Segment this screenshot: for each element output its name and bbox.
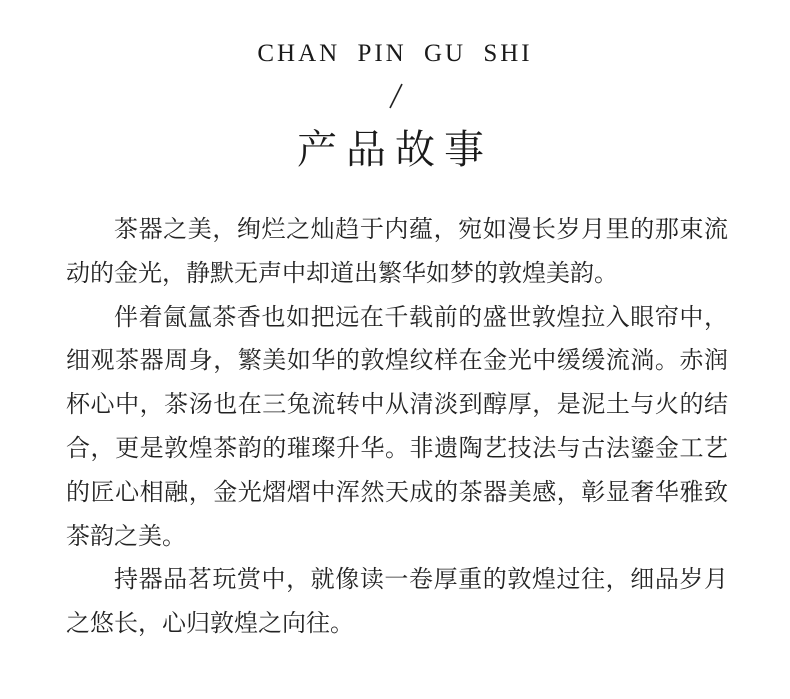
section-pinyin-heading: CHAN PIN GU SHI (257, 40, 533, 67)
story-paragraph-3: 持器品茗玩赏中，就像读一卷厚重的敦煌过往，细品岁月之悠长，心归敦煌之向往。 (66, 565, 728, 638)
story-body (66, 208, 728, 646)
story-paragraph-1: 茶器之美，绚烂之灿趋于内蕴，宛如漫长岁月里的那束流动的金光，静默无声中却道出繁华如梦的敦煌美韵。 (66, 215, 728, 287)
story-paragraph-2: 伴着氤氲茶香也如把远在千载前的盛世敦煌拉入眼帘中，细观茶器周身，繁美如华的敦煌纹样在金光中缓缓流淌。赤润杯心中，茶汤也在三兔流转中从清淡到醇厚，是泥土与火的结合，更是敦煌茶韵的璀璨升华。非遗陶艺技法与古法鎏金工艺的匠心相融，金光熠熠中浑然天成的茶器美感，彰显奢华雅致茶韵之美。 (66, 302, 728, 550)
page-title: 产品故事 (297, 127, 493, 173)
slash-divider-icon (385, 82, 407, 110)
